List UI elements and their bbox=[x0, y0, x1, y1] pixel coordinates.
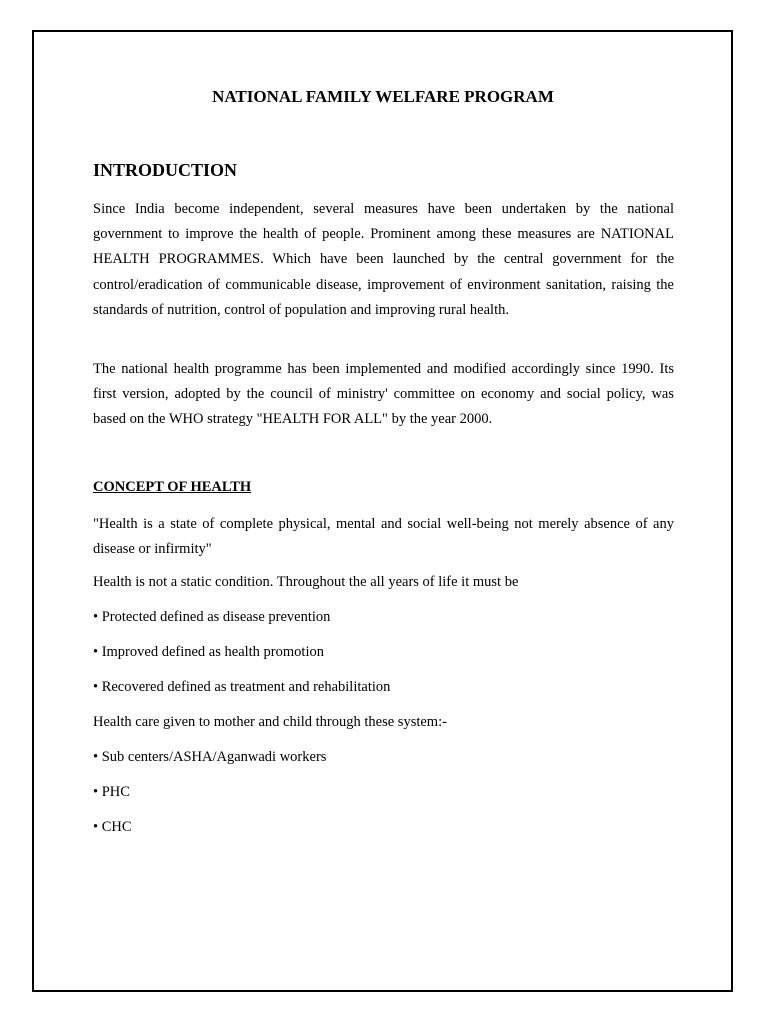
static-condition-text: Health is not a static condition. Throughout the all years of life it must be bbox=[93, 574, 519, 590]
bullet-protected: • Protected defined as disease prevention bbox=[93, 609, 331, 625]
bullet-recovered: • Recovered defined as treatment and rehabilitation bbox=[93, 679, 391, 695]
bullet-sub-centers: • Sub centers/ASHA/Aganwadi workers bbox=[93, 749, 327, 765]
bullet-chc: • CHC bbox=[93, 819, 132, 835]
bullet-phc: • PHC bbox=[93, 784, 130, 800]
concept-of-health-heading: CONCEPT OF HEALTH bbox=[93, 479, 252, 495]
document-title: NATIONAL FAMILY WELFARE PROGRAM bbox=[212, 87, 554, 106]
health-care-text: Health care given to mother and child through these system:- bbox=[93, 714, 447, 730]
introduction-heading: INTRODUCTION bbox=[93, 160, 238, 180]
introduction-paragraph-2: The national health programme has been implemented and modified accordingly since 1990. Its first version, adopted by the council of ministry' committee on economy and social policy, was based on the WHO strategy "HEALTH FOR ALL" by the year 2000. bbox=[93, 361, 674, 428]
introduction-paragraph-1: Since India become independent, several measures have been undertaken by the national government to improve the health of people. Prominent among these measures are NATIONAL HEALTH PROGRAMMES. Which have been launched by the central government for the control/eradication of communicable disease, improvement of environment sanitation, raising the standards of nutrition, control of population and improving rural health. bbox=[93, 201, 674, 318]
health-definition-quote: "Health is a state of complete physical, mental and social well-being not merely absence of any disease or infirmity" bbox=[93, 516, 674, 558]
bullet-improved: • Improved defined as health promotion bbox=[93, 644, 324, 660]
